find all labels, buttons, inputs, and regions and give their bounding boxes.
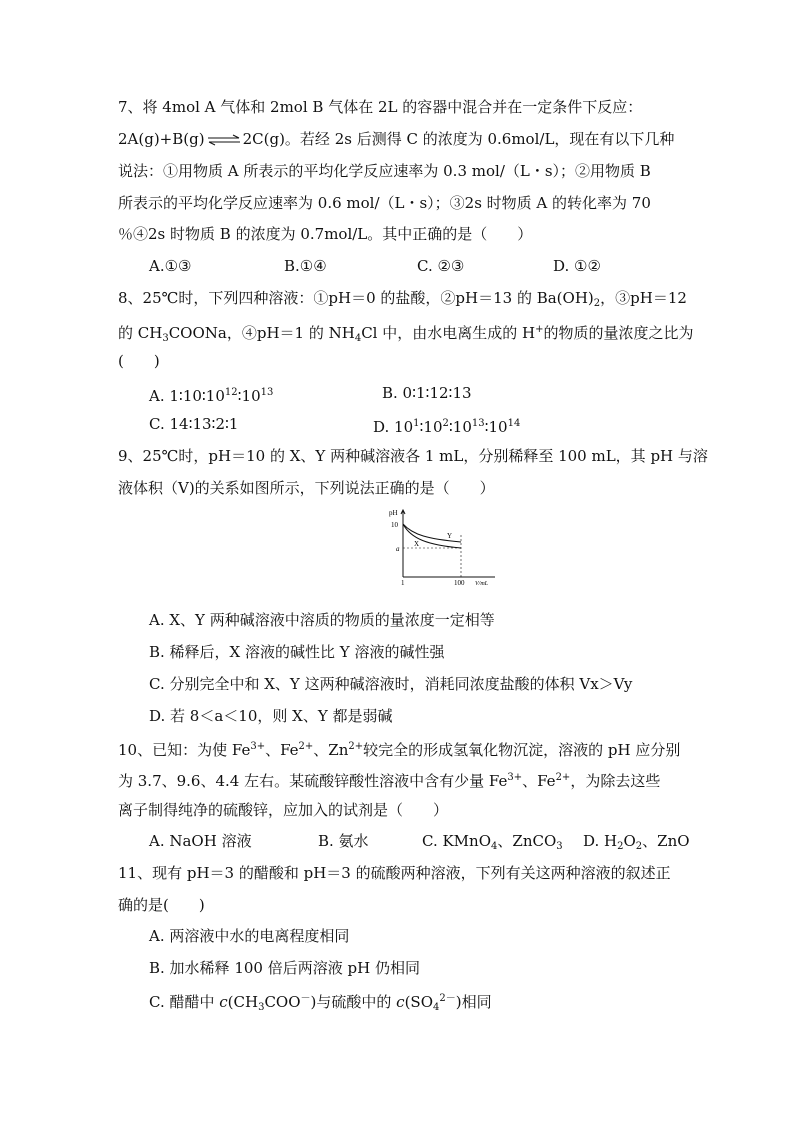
q7-line-2 <box>118 129 674 149</box>
q8-line-2 <box>118 320 694 349</box>
q7-line-3: 说法：①用物质 A 所表示的平均化学反应速率为 0.3 mol/（L・s）；②用物质 B <box>118 162 651 180</box>
q10-line-1: 10、已知：为使 $Fe^{3+}$、$Fe^{2+}$、$Zn^{2+}$较完全的形成氢氧化物沉淀，溶液的 pH 应分别 <box>118 741 681 759</box>
q10-option-c: C. KMnO$_4$、ZnCO$_3$ <box>422 832 563 852</box>
y-tick-10: 10 <box>391 521 398 529</box>
q8-text: 8、25℃时，下列四种溶液：①pH＝0 的盐酸，②pH＝13 的 Ba(OH) <box>118 289 594 307</box>
x-tick-100: 100 <box>454 579 465 587</box>
q7-option-b: B.①④ <box>284 257 327 275</box>
y-axis-label: pH <box>389 509 398 517</box>
q11-option-b: B. 加水稀释 100 倍后两溶液 pH 仍相同 <box>149 959 420 977</box>
q7-line-1: 7、将 4mol A 气体和 2mol B 气体在 2L 的容器中混合并在一定条件下反应： <box>118 98 643 116</box>
curve-x <box>403 524 461 548</box>
q8-text: COONa，④pH＝1 的 NH <box>168 324 355 342</box>
q8-text: 的 CH <box>118 324 163 342</box>
ph-volume-diagram <box>383 505 503 590</box>
q9-line-2: 液体积（V)的关系如图所示，下列说法正确的是（ ） <box>118 479 495 497</box>
q10-option-a: A. NaOH 溶液 <box>149 832 252 850</box>
q8-option-a: A. $1∶10∶10^{12}∶10^{13}$ <box>149 387 274 405</box>
q10-line-2: 为 3.7、9.6、4.4 左右。某硫酸锌酸性溶液中含有少量 $Fe^{3+}$、$Fe^{2+}$，为除去这些 <box>118 772 661 790</box>
q7-line-4: 所表示的平均化学反应速率为 0.6 mol/（L・s）；③2s 时物质 A 的转化率为 70 <box>118 194 651 212</box>
q7-option-d: D. ①② <box>553 257 601 275</box>
q8-subscript: 3 <box>162 333 169 344</box>
q8-text: ，③pH＝12 <box>600 289 687 307</box>
curve-y-label: Y <box>447 532 453 540</box>
q9-option-a: A. X、Y 两种碱溶液中溶质的物质的量浓度一定相等 <box>149 611 495 629</box>
q11-line-2: 确的是( ) <box>118 896 205 914</box>
q9-option-b: B. 稀释后，X 溶液的碱性比 Y 溶液的碱性强 <box>149 643 445 661</box>
q8-line-1 <box>118 288 687 314</box>
q10-option-b: B. 氨水 <box>318 832 369 850</box>
x-tick-1: 1 <box>401 579 405 587</box>
q8-subscript: 4 <box>354 333 362 344</box>
q8-superscript: + <box>535 324 544 335</box>
q8-subscript: 2 <box>593 298 601 309</box>
q7-products: 2C(g)。若经 2s 后测得 C 的浓度为 0.6mol/L，现在有以下几种 <box>242 130 675 148</box>
q10-option-d: D. $H_2O_2$、ZnO <box>583 832 690 852</box>
q11-line-1: 11、现有 pH＝3 的醋酸和 pH＝3 的硫酸两种溶液，下列有关这两种溶液的叙述正 <box>118 864 671 882</box>
q10-line-3: 离子制得纯净的硫酸锌，应加入的试剂是（ ） <box>118 801 449 819</box>
q9-option-c: C. 分别完全中和 X、Y 这两种碱溶液时，消耗同浓度盐酸的体积 Vx＞Vy <box>149 675 633 693</box>
x-axis-label: V/mL <box>475 581 489 587</box>
q7-reactants: 2A(g)+B(g) <box>118 130 205 148</box>
q9-line-1: 9、25℃时，pH＝10 的 X、Y 两种碱溶液各 1 mL，分别稀释至 100 mL，其 pH 与溶 <box>118 447 708 465</box>
q11-option-a: A. 两溶液中水的电离程度相同 <box>149 927 350 945</box>
q8-option-c: C. 14∶13∶2∶1 <box>149 415 239 433</box>
q7-option-c: C. ②③ <box>417 257 465 275</box>
curve-y <box>403 524 461 542</box>
q7-line-5: ％④2s 时物质 B 的浓度为 0.7mol/L。其中正确的是（ ） <box>118 225 533 243</box>
q8-text: 的物质的量浓度之比为 <box>543 324 694 342</box>
q8-text: Cl 中，由水电离生成的 H <box>361 324 536 342</box>
curve-x-label: X <box>414 540 420 548</box>
q8-option-d: D. $10^1∶10^2∶10^{13}∶10^{14}$ <box>373 418 521 436</box>
q9-option-d: D. 若 8＜a＜10，则 X、Y 都是弱碱 <box>149 707 393 725</box>
equilibrium-arrow-icon <box>207 134 241 146</box>
q8-option-b: B. 0∶1∶12∶13 <box>382 384 472 402</box>
y-tick-a: a <box>396 545 400 553</box>
q8-line-3: ( ) <box>118 352 160 370</box>
q7-option-a: A.①③ <box>149 257 192 275</box>
q11-option-c: C. 醋醋中 $c(CH_3COO^-)$与硫酸中的 $c(SO_4^{2-})$相同 <box>149 993 492 1013</box>
